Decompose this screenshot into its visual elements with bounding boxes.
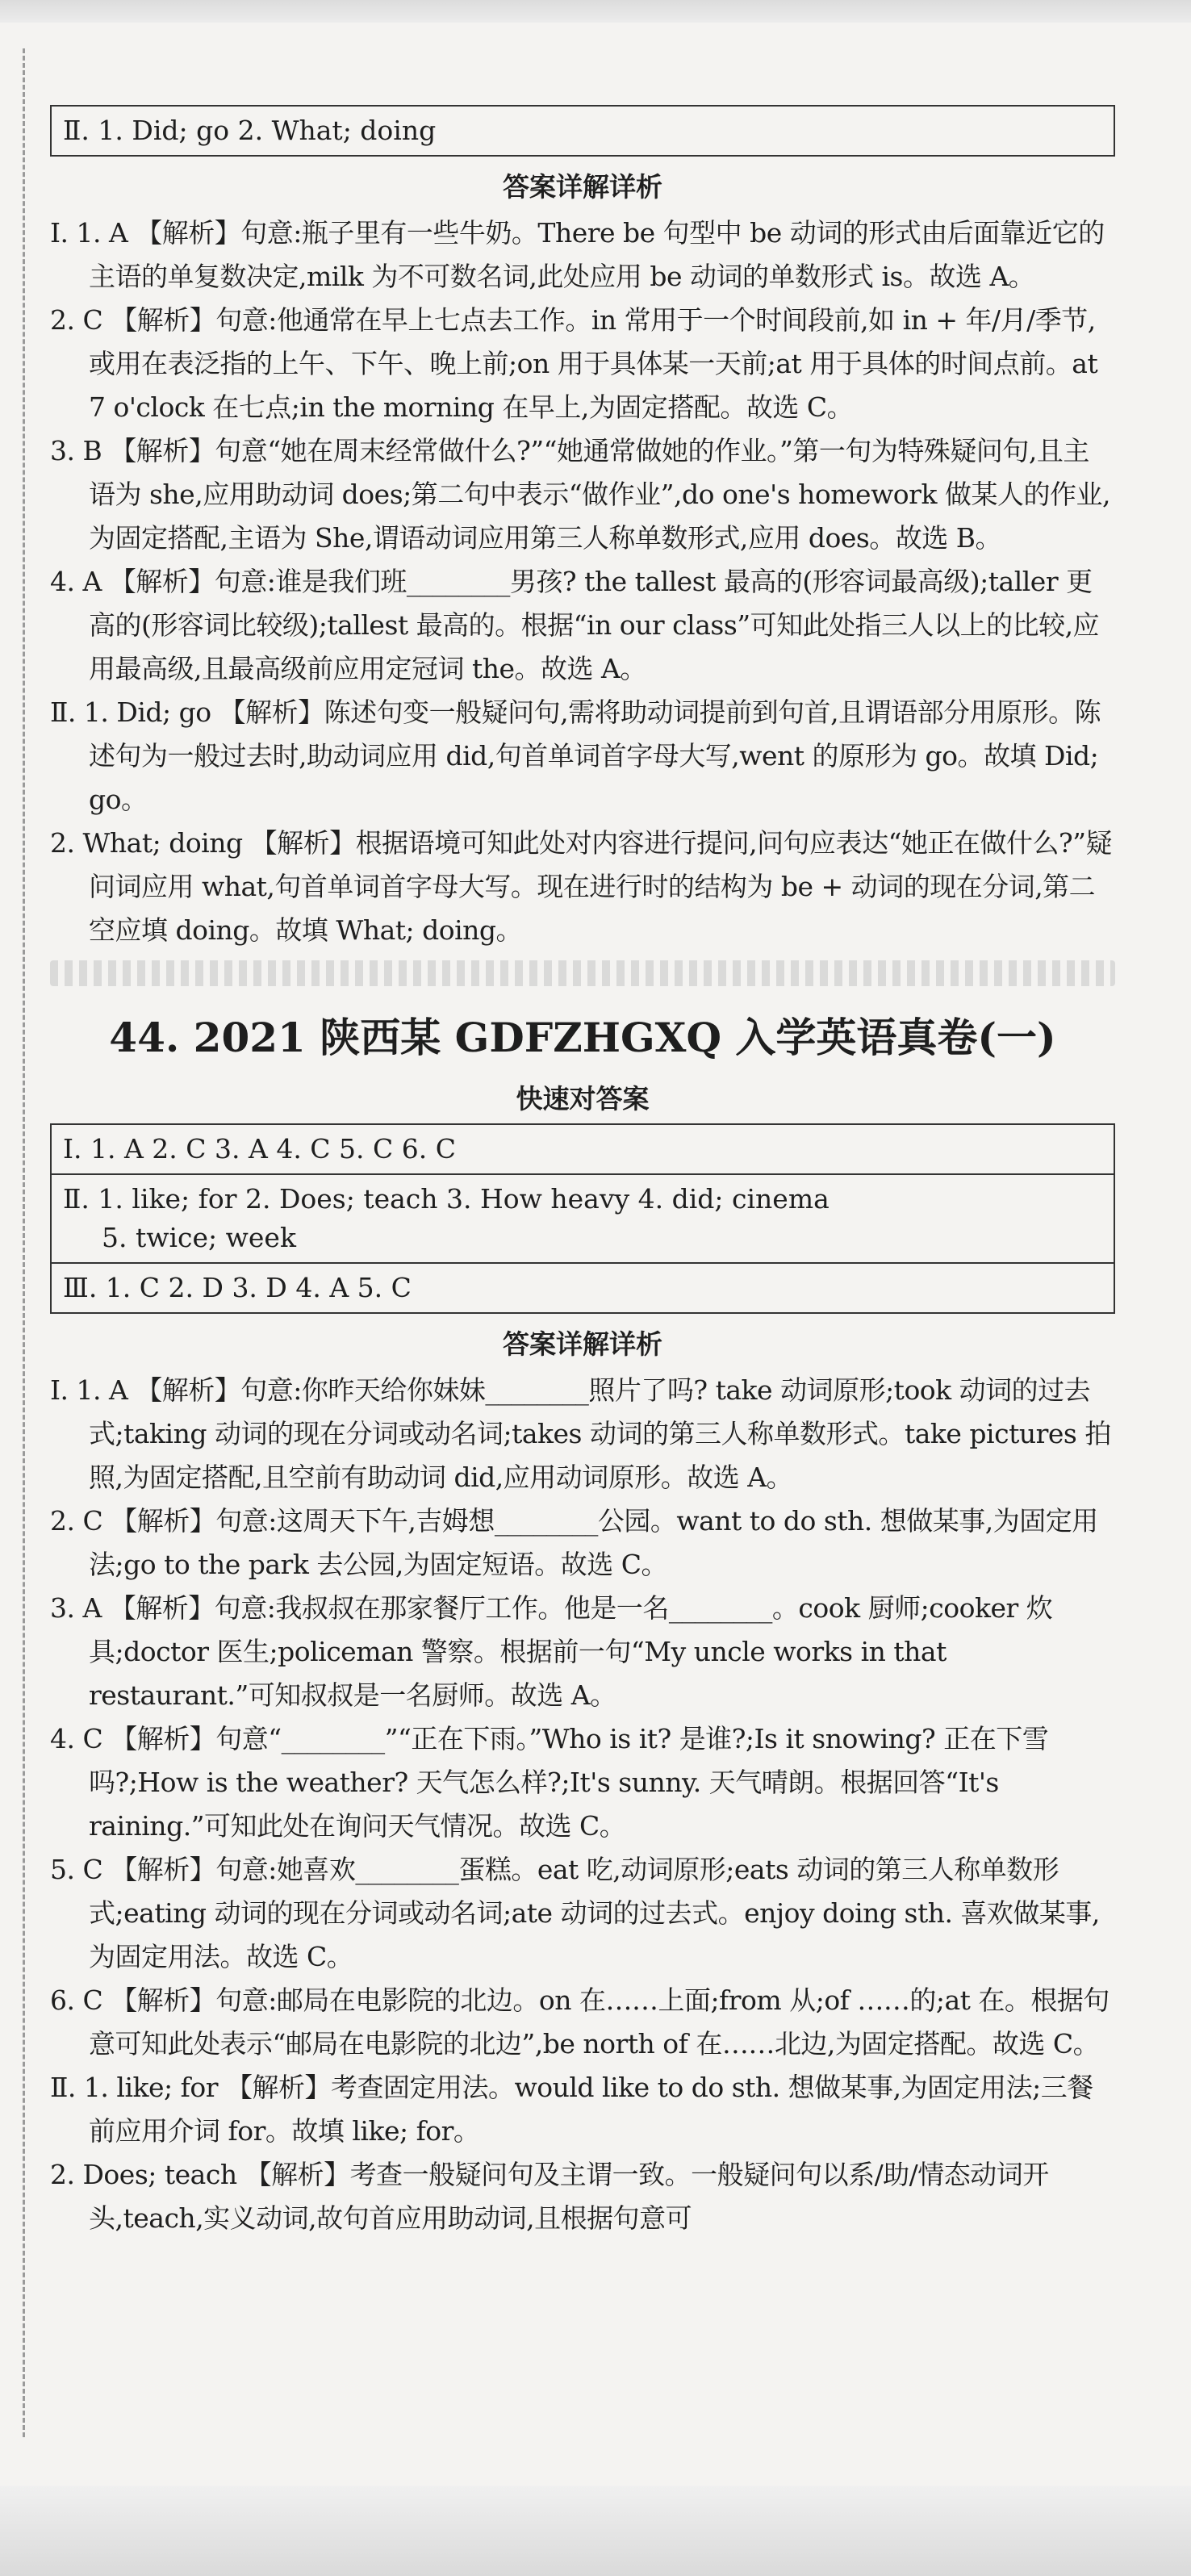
answer-box-1 — [50, 105, 1115, 157]
detail-heading-2: 答案详解详析 — [503, 1328, 662, 1360]
sec1-item-4: 4. A 【解析】句意:谁是我们班________男孩? the tallest 最高的(形容词最高级);taller 更高的(形容词比较级);tallest 最高的。根据“in our class”可知此处指三人以上的比较,应用最高级,且最高级前应用定冠词 the。故选 A。 — [50, 566, 1100, 684]
cut-line — [23, 48, 25, 2437]
box1-row: Ⅱ. 1. Did; go 2. What; doing — [63, 115, 437, 146]
sec2-item-1: Ⅰ. 1. A 【解析】句意:你昨天给你妹妹________照片了吗? take 动词原形;took 动词的过去式;taking 动词的现在分词或动名词;takes 动词的第三人称单数形式。take pictures 拍照,为固定搭配,且空前有助动词 did,应用动词原形。故选 A。 — [50, 1374, 1111, 1493]
content — [50, 105, 1115, 2240]
quick-answer-heading: 快速对答案 — [516, 1083, 650, 1114]
box2-row-2a: Ⅱ. 1. like; for 2. Does; teach 3. How heavy 4. did; cinema — [63, 1183, 830, 1215]
box2-row-1: Ⅰ. 1. A 2. C 3. A 4. C 5. C 6. C — [63, 1133, 456, 1165]
exam-title: 44. 2021 陕西某 GDFZHGXQ 入学英语真卷(一) — [109, 1014, 1056, 1061]
sec1-item-2: 2. C 【解析】句意:他通常在早上七点去工作。in 常用于一个时间段前,如 in + 年/月/季节,或用在表泛指的上午、下午、晚上前;on 用于具体某一天前;at 用于具体的时间点前。at 7 o'clock 在七点;in the morning 在早上,为固定搭配。故选 C。 — [50, 304, 1098, 423]
scan-top-band — [0, 0, 1191, 23]
box2-row-2b: 5. twice; week — [102, 1222, 296, 1253]
section2-items — [50, 1369, 1115, 2240]
sec2-item-8: 2. Does; teach 【解析】考查一般疑问句及主谓一致。一般疑问句以系/助/情态动词开头,teach,实义动词,故句首应用助动词,且根据句意可 — [50, 2159, 1049, 2234]
sec2-item-2: 2. C 【解析】句意:这周天下午,吉姆想________公园。want to do sth. 想做某事,为固定用法;go to the park 去公园,为固定短语。故选 C。 — [50, 1505, 1098, 1580]
sec1-item-1: Ⅰ. 1. A 【解析】句意:瓶子里有一些牛奶。There be 句型中 be 动词的形式由后面靠近它的主语的单复数决定,milk 为不可数名词,此处应用 be 动词的单数形式 is。故选 A。 — [50, 217, 1105, 292]
sec2-item-4: 4. C 【解析】句意“________”“正在下雨。”Who is it? 是谁?;Is it snowing? 正在下雪吗?;How is the weather? 天气怎么样?;It's sunny. 天气晴朗。根据回答“It's raining.”可知此处在询问天气情况。故选 C。 — [50, 1723, 1049, 1842]
sec2-item-5: 5. C 【解析】句意:她喜欢________蛋糕。eat 吃,动词原形;eats 动词的第三人称单数形式;eating 动词的现在分词或动名词;ate 动词的过去式。enjoy doing sth. 喜欢做某事,为固定用法。故选 C。 — [50, 1854, 1100, 1972]
section-divider — [50, 960, 1115, 986]
sec2-item-6: 6. C 【解析】句意:邮局在电影院的北边。on 在……上面;from 从;of ……的;at 在。根据句意可知此处表示“邮局在电影院的北边”,be north of 在……北边,为固定搭配。故选 C。 — [50, 1984, 1110, 2060]
sec1-item-5: Ⅱ. 1. Did; go 【解析】陈述句变一般疑问句,需将助动词提前到句首,且谓语部分用原形。陈述句为一般过去时,助动词应用 did,句首单词首字母大写,went 的原形为 go。故填 Did; go。 — [50, 696, 1101, 815]
box2-row-2 — [52, 1173, 1114, 1262]
sec1-item-3: 3. B 【解析】句意“她在周末经常做什么?”“她通常做她的作业。”第一句为特殊疑问句,且主语为 she,应用助动词 does;第二句中表示“做作业”,do one's homework 做某人的作业,为固定搭配,主语为 She,谓语动词应用第三人称单数形式,应用 does。故选 B。 — [50, 435, 1110, 554]
detail-heading-1: 答案详解详析 — [503, 171, 662, 203]
scan-bottom-band — [0, 2486, 1191, 2576]
sec2-item-7: Ⅱ. 1. like; for 【解析】考查固定用法。would like to do sth. 想做某事,为固定用法;三餐前应用介词 for。故填 like; for。 — [50, 2072, 1093, 2147]
answer-box-2 — [50, 1123, 1115, 1314]
section1-items — [50, 211, 1115, 952]
sec2-item-3: 3. A 【解析】句意:我叔叔在那家餐厅工作。他是一名________。cook 厨师;cooker 炊具;doctor 医生;policeman 警察。根据前一句“My uncle works in that restaurant.”可知叔叔是一名厨师。故选 A。 — [50, 1592, 1053, 1711]
sec1-item-6: 2. What; doing 【解析】根据语境可知此处对内容进行提问,问句应表达“她正在做什么?”疑问词应用 what,句首单词首字母大写。现在进行时的结构为 be + 动词的现在分词,第二空应填 doing。故填 What; doing。 — [50, 827, 1113, 946]
box2-row-3: Ⅲ. 1. C 2. D 3. D 4. A 5. C — [52, 1262, 1114, 1312]
